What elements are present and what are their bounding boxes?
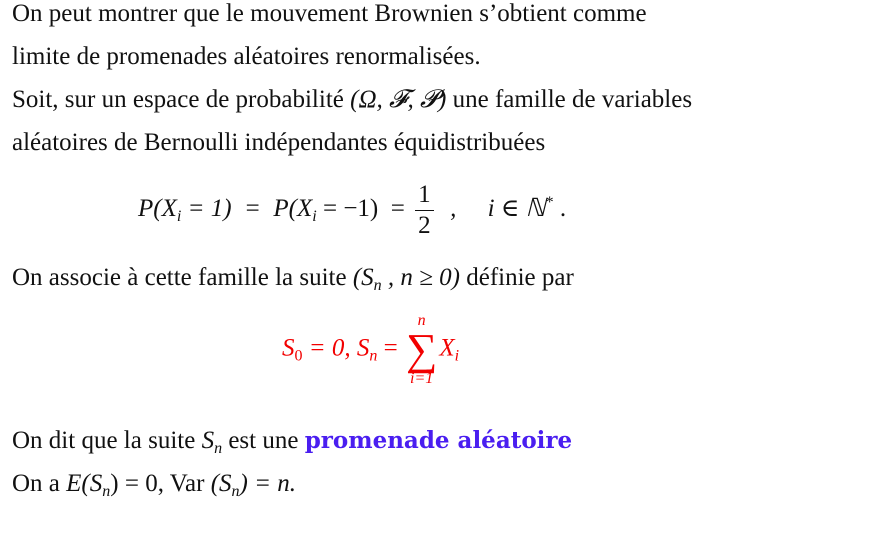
math: i [454,347,460,365]
text: définie par [459,264,574,291]
text: est une [222,427,305,454]
lower-limit: i=1 [410,370,434,387]
paragraph-line [12,470,296,498]
math: S [282,334,295,362]
math: (S [204,470,232,497]
paragraph-line [12,264,574,292]
random-walk-definition [282,312,459,388]
fraction [415,180,434,241]
sigma-symbol: ∑ [405,325,438,374]
bernoulli-equation [138,180,566,241]
math: = 0, S [302,334,370,362]
math: = [377,334,404,362]
math: * [545,194,554,212]
paragraph-line [12,86,692,114]
math: n [231,483,240,500]
denominator: 2 [418,212,431,239]
math: n [214,440,223,457]
summation [406,312,437,388]
text: Soit, sur un espace de probabilité [12,86,351,113]
text: une famille de variables [446,86,693,113]
text: On associe à cette famille la suite [12,264,353,291]
highlighted-term: promenade aléatoire [304,427,573,454]
math: , n ≥ 0) [381,264,460,291]
math: X [439,334,455,362]
math: n [102,483,111,500]
math: i [176,208,182,226]
math: = 1) = P(X [181,195,313,223]
math: P(X [138,195,177,223]
text: On a [12,470,67,497]
math: Var [169,470,205,497]
math: S [201,427,215,454]
text: On dit que la suite [12,427,202,454]
probability-space: (Ω, 𝓕, 𝓟) [350,86,447,113]
math: = −1) = [316,195,412,223]
paragraph-line [12,427,572,455]
math: ) = 0, [110,470,170,497]
math: n [373,277,382,294]
math: n [369,347,378,365]
paragraph-line: limite de promenades aléatoires renormalisées. [12,43,481,70]
math: E(S [66,470,103,497]
math: . [553,195,567,223]
paragraph-line: On peut montrer que le mouvement Brownien s’obtient comme [12,0,647,27]
math: 0 [294,347,303,365]
numerator: 1 [415,180,434,211]
upper-limit: n [417,312,426,329]
math: (S [352,264,374,291]
paragraph-line: aléatoires de Bernoulli indépendantes équidistribuées [12,129,546,156]
math: , i ∈ ℕ [437,195,546,223]
math: i [312,208,317,226]
math: ) = n. [239,470,296,497]
